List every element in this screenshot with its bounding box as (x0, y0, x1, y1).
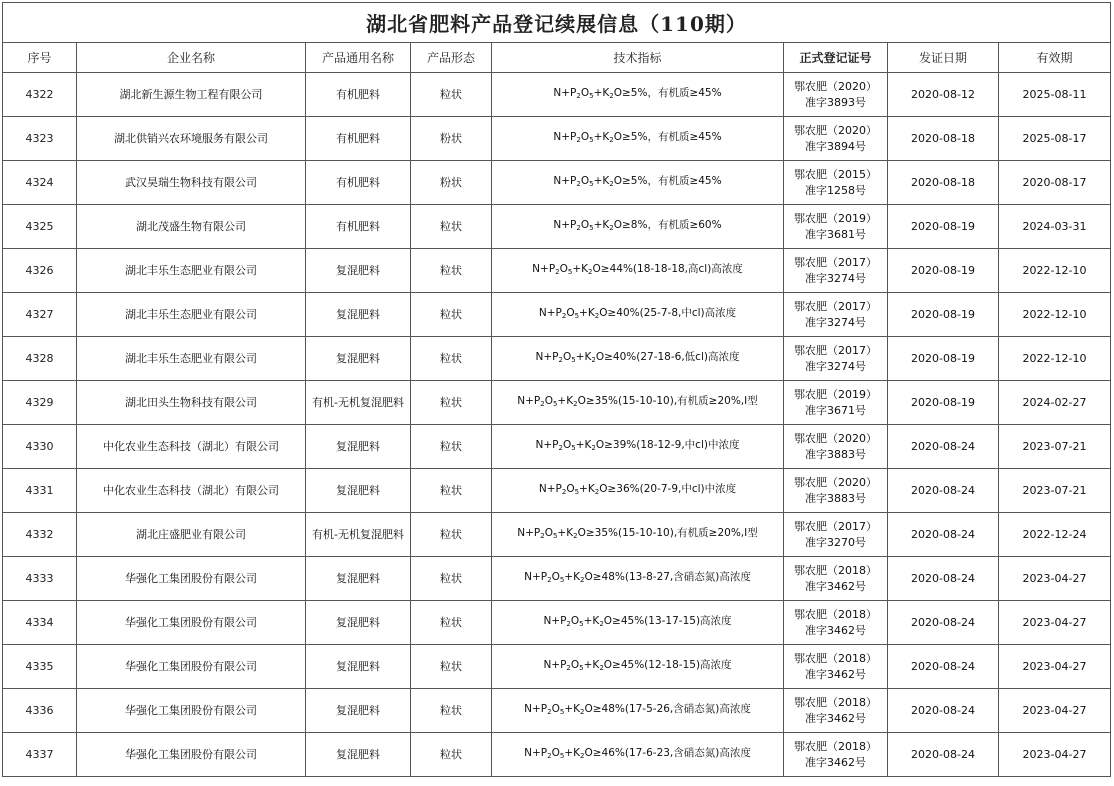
cell-seq: 4335 (3, 645, 77, 689)
cell-reg-no (784, 557, 888, 601)
reg-no-line2: 准字3462号 (805, 711, 866, 725)
cell-issue-date: 2020-08-24 (888, 689, 999, 733)
registration-table (2, 2, 1111, 777)
cell-company: 湖北丰乐生态肥业有限公司 (77, 293, 306, 337)
table-row (3, 733, 1111, 777)
table-row (3, 469, 1111, 513)
cell-form: 粒状 (411, 601, 492, 645)
cell-reg-no (784, 117, 888, 161)
cell-product-name: 有机肥料 (306, 161, 411, 205)
table-row (3, 513, 1111, 557)
npk-formula: $N+P_2O_5+K_2O$ (517, 526, 586, 540)
reg-no-line1: 鄂农肥（2019） (794, 211, 877, 225)
reg-no-line1: 鄂农肥（2018） (794, 563, 877, 577)
cell-issue-date: 2020-08-24 (888, 513, 999, 557)
cell-company: 中化农业生态科技（湖北）有限公司 (77, 425, 306, 469)
cell-form: 粒状 (411, 73, 492, 117)
reg-no-line2: 准字3274号 (805, 315, 866, 329)
cell-reg-no (784, 689, 888, 733)
cell-seq: 4324 (3, 161, 77, 205)
cell-product-name: 复混肥料 (306, 425, 411, 469)
spec-value: ≥46%(17-6-23,含硝态氮)高浓度 (592, 746, 751, 759)
spec-value: ≥40%(27-18-6,低cl)高浓度 (604, 350, 740, 363)
npk-formula: $N+P_2O_5+K_2O$ (517, 394, 586, 408)
spec-value: ≥40%(25-7-8,中cl)高浓度 (607, 306, 737, 319)
cell-form: 粉状 (411, 161, 492, 205)
cell-spec (492, 293, 784, 337)
spec-value: ≥45%(13-17-15)高浓度 (612, 614, 732, 627)
cell-reg-no (784, 425, 888, 469)
cell-spec (492, 117, 784, 161)
reg-no-line1: 鄂农肥（2020） (794, 431, 877, 445)
cell-reg-no (784, 469, 888, 513)
npk-formula: $N+P_2O_5+K_2O$ (538, 482, 608, 496)
reg-no-line1: 鄂农肥（2018） (794, 607, 877, 621)
cell-reg-no (784, 645, 888, 689)
cell-seq: 4331 (3, 469, 77, 513)
npk-formula: $N+P_2O_5+K_2O$ (524, 746, 593, 760)
cell-issue-date: 2020-08-19 (888, 337, 999, 381)
npk-formula: $N+P_2O_5+K_2O$ (535, 350, 605, 364)
cell-product-name: 复混肥料 (306, 645, 411, 689)
cell-company: 中化农业生态科技（湖北）有限公司 (77, 469, 306, 513)
table-row (3, 205, 1111, 249)
reg-no-line1: 鄂农肥（2018） (794, 739, 877, 753)
spec-value: ≥44%(18-18-18,高cl)高浓度 (600, 262, 743, 275)
reg-no-line2: 准字3462号 (805, 579, 866, 593)
cell-valid: 2022-12-10 (999, 293, 1111, 337)
reg-no-line2: 准字3893号 (805, 95, 866, 109)
cell-product-name: 复混肥料 (306, 557, 411, 601)
cell-reg-no (784, 601, 888, 645)
cell-form: 粒状 (411, 381, 492, 425)
cell-issue-date: 2020-08-19 (888, 293, 999, 337)
cell-form: 粒状 (411, 425, 492, 469)
header-issue-date: 发证日期 (888, 43, 999, 73)
npk-formula: $N+P_2O_5+K_2O$ (538, 306, 608, 320)
table-body (3, 73, 1111, 777)
cell-seq: 4322 (3, 73, 77, 117)
cell-reg-no (784, 733, 888, 777)
cell-issue-date: 2020-08-24 (888, 469, 999, 513)
reg-no-line2: 准字3270号 (805, 535, 866, 549)
cell-form: 粒状 (411, 733, 492, 777)
header-spec: 技术指标 (492, 43, 784, 73)
spec-value: ≥5%，有机质≥45% (622, 86, 722, 99)
npk-formula: $N+P_2O_5+K_2O$ (524, 570, 593, 584)
cell-seq: 4327 (3, 293, 77, 337)
cell-reg-no (784, 205, 888, 249)
cell-reg-no (784, 337, 888, 381)
cell-company: 华强化工集团股份有限公司 (77, 601, 306, 645)
cell-spec (492, 513, 784, 557)
cell-issue-date: 2020-08-24 (888, 601, 999, 645)
cell-company: 湖北丰乐生态肥业有限公司 (77, 249, 306, 293)
cell-valid: 2023-04-27 (999, 733, 1111, 777)
cell-product-name: 复混肥料 (306, 689, 411, 733)
cell-valid: 2023-04-27 (999, 601, 1111, 645)
cell-issue-date: 2020-08-19 (888, 205, 999, 249)
registration-sheet (2, 2, 1110, 777)
cell-valid: 2020-08-17 (999, 161, 1111, 205)
table-row (3, 337, 1111, 381)
cell-valid: 2023-07-21 (999, 469, 1111, 513)
cell-valid: 2022-12-10 (999, 337, 1111, 381)
table-row (3, 557, 1111, 601)
npk-formula: $N+P_2O_5+K_2O$ (553, 86, 622, 100)
cell-spec (492, 161, 784, 205)
cell-form: 粒状 (411, 337, 492, 381)
table-row (3, 293, 1111, 337)
reg-no-line2: 准字3883号 (805, 447, 866, 461)
cell-spec (492, 337, 784, 381)
cell-seq: 4337 (3, 733, 77, 777)
cell-valid: 2023-04-27 (999, 557, 1111, 601)
cell-reg-no (784, 381, 888, 425)
table-row (3, 73, 1111, 117)
header-product-name: 产品通用名称 (306, 43, 411, 73)
reg-no-line1: 鄂农肥（2017） (794, 299, 877, 313)
cell-spec (492, 689, 784, 733)
reg-no-line1: 鄂农肥（2020） (794, 79, 877, 93)
reg-no-line2: 准字3681号 (805, 227, 866, 241)
npk-formula: $N+P_2O_5+K_2O$ (553, 174, 622, 188)
cell-seq: 4330 (3, 425, 77, 469)
cell-form: 粒状 (411, 513, 492, 557)
cell-company: 湖北茂盛生物有限公司 (77, 205, 306, 249)
cell-valid: 2022-12-10 (999, 249, 1111, 293)
npk-formula: $N+P_2O_5+K_2O$ (524, 702, 593, 716)
cell-product-name: 复混肥料 (306, 293, 411, 337)
reg-no-line2: 准字3462号 (805, 623, 866, 637)
spec-value: ≥36%(20-7-9,中cl)中浓度 (607, 482, 737, 495)
reg-no-line1: 鄂农肥（2017） (794, 519, 877, 533)
header-form: 产品形态 (411, 43, 492, 73)
npk-formula: $N+P_2O_5+K_2O$ (543, 614, 613, 628)
header-valid: 有效期 (999, 43, 1111, 73)
cell-issue-date: 2020-08-24 (888, 557, 999, 601)
cell-issue-date: 2020-08-19 (888, 249, 999, 293)
cell-seq: 4323 (3, 117, 77, 161)
reg-no-line1: 鄂农肥（2015） (794, 167, 877, 181)
cell-company: 华强化工集团股份有限公司 (77, 733, 306, 777)
cell-seq: 4329 (3, 381, 77, 425)
npk-formula: $N+P_2O_5+K_2O$ (532, 262, 601, 276)
cell-product-name: 复混肥料 (306, 337, 411, 381)
cell-spec (492, 381, 784, 425)
cell-form: 粒状 (411, 293, 492, 337)
table-row (3, 689, 1111, 733)
cell-company: 湖北丰乐生态肥业有限公司 (77, 337, 306, 381)
cell-spec (492, 425, 784, 469)
cell-company: 湖北田头生物科技有限公司 (77, 381, 306, 425)
cell-form: 粒状 (411, 689, 492, 733)
reg-no-line1: 鄂农肥（2018） (794, 695, 877, 709)
header-seq: 序号 (3, 43, 77, 73)
header-company: 企业名称 (77, 43, 306, 73)
cell-product-name: 有机肥料 (306, 205, 411, 249)
cell-product-name: 复混肥料 (306, 469, 411, 513)
cell-valid: 2025-08-11 (999, 73, 1111, 117)
table-row (3, 425, 1111, 469)
cell-form: 粒状 (411, 645, 492, 689)
reg-no-line2: 准字3462号 (805, 755, 866, 769)
cell-product-name: 复混肥料 (306, 601, 411, 645)
cell-valid: 2025-08-17 (999, 117, 1111, 161)
cell-reg-no (784, 73, 888, 117)
table-title: 湖北省肥料产品登记续展信息（110期） (3, 3, 1111, 43)
cell-company: 华强化工集团股份有限公司 (77, 557, 306, 601)
cell-product-name: 有机肥料 (306, 73, 411, 117)
cell-product-name: 复混肥料 (306, 733, 411, 777)
cell-form: 粒状 (411, 249, 492, 293)
cell-seq: 4328 (3, 337, 77, 381)
cell-spec (492, 645, 784, 689)
cell-valid: 2023-04-27 (999, 689, 1111, 733)
cell-valid: 2023-07-21 (999, 425, 1111, 469)
cell-spec (492, 733, 784, 777)
spec-value: ≥35%(15-10-10),有机质≥20%,Ⅰ型 (585, 526, 758, 539)
cell-seq: 4333 (3, 557, 77, 601)
cell-form: 粒状 (411, 469, 492, 513)
cell-spec (492, 249, 784, 293)
spec-value: ≥5%，有机质≥45% (622, 130, 722, 143)
cell-spec (492, 205, 784, 249)
cell-seq: 4332 (3, 513, 77, 557)
reg-no-line2: 准字3894号 (805, 139, 866, 153)
cell-company: 湖北新生源生物工程有限公司 (77, 73, 306, 117)
cell-product-name: 复混肥料 (306, 249, 411, 293)
reg-no-line1: 鄂农肥（2017） (794, 343, 877, 357)
reg-no-line1: 鄂农肥（2019） (794, 387, 877, 401)
cell-product-name: 有机-无机复混肥料 (306, 513, 411, 557)
cell-form: 粒状 (411, 557, 492, 601)
reg-no-line2: 准字3462号 (805, 667, 866, 681)
cell-product-name: 有机肥料 (306, 117, 411, 161)
cell-issue-date: 2020-08-19 (888, 381, 999, 425)
cell-issue-date: 2020-08-18 (888, 117, 999, 161)
cell-spec (492, 73, 784, 117)
header-reg-no: 正式登记证号 (784, 43, 888, 73)
reg-no-line2: 准字3274号 (805, 271, 866, 285)
cell-spec (492, 601, 784, 645)
cell-spec (492, 557, 784, 601)
spec-value: ≥5%，有机质≥45% (622, 174, 722, 187)
cell-valid: 2024-03-31 (999, 205, 1111, 249)
cell-valid: 2024-02-27 (999, 381, 1111, 425)
cell-valid: 2022-12-24 (999, 513, 1111, 557)
cell-form: 粉状 (411, 117, 492, 161)
cell-issue-date: 2020-08-24 (888, 425, 999, 469)
cell-issue-date: 2020-08-18 (888, 161, 999, 205)
cell-company: 华强化工集团股份有限公司 (77, 645, 306, 689)
reg-no-line2: 准字3274号 (805, 359, 866, 373)
cell-issue-date: 2020-08-24 (888, 733, 999, 777)
cell-spec (492, 469, 784, 513)
reg-no-line1: 鄂农肥（2017） (794, 255, 877, 269)
spec-value: ≥8%，有机质≥60% (622, 218, 722, 231)
reg-no-line2: 准字3671号 (805, 403, 866, 417)
spec-value: ≥48%(13-8-27,含硝态氮)高浓度 (592, 570, 751, 583)
spec-value: ≥45%(12-18-15)高浓度 (612, 658, 732, 671)
reg-no-line2: 准字3883号 (805, 491, 866, 505)
reg-no-line1: 鄂农肥（2020） (794, 475, 877, 489)
cell-company: 湖北庄盛肥业有限公司 (77, 513, 306, 557)
cell-reg-no (784, 249, 888, 293)
table-row (3, 117, 1111, 161)
cell-issue-date: 2020-08-24 (888, 645, 999, 689)
npk-formula: $N+P_2O_5+K_2O$ (553, 218, 622, 232)
table-row (3, 249, 1111, 293)
table-row (3, 161, 1111, 205)
table-row (3, 381, 1111, 425)
reg-no-line1: 鄂农肥（2020） (794, 123, 877, 137)
cell-form: 粒状 (411, 205, 492, 249)
cell-seq: 4336 (3, 689, 77, 733)
cell-company: 武汉昊瑞生物科技有限公司 (77, 161, 306, 205)
cell-seq: 4325 (3, 205, 77, 249)
npk-formula: $N+P_2O_5+K_2O$ (535, 438, 605, 452)
spec-value: ≥39%(18-12-9,中cl)中浓度 (604, 438, 740, 451)
cell-company: 华强化工集团股份有限公司 (77, 689, 306, 733)
cell-seq: 4334 (3, 601, 77, 645)
spec-value: ≥35%(15-10-10),有机质≥20%,Ⅰ型 (585, 394, 758, 407)
npk-formula: $N+P_2O_5+K_2O$ (543, 658, 613, 672)
cell-reg-no (784, 161, 888, 205)
cell-issue-date: 2020-08-12 (888, 73, 999, 117)
cell-seq: 4326 (3, 249, 77, 293)
cell-reg-no (784, 513, 888, 557)
table-row (3, 645, 1111, 689)
cell-reg-no (784, 293, 888, 337)
reg-no-line2: 准字1258号 (805, 183, 866, 197)
reg-no-line1: 鄂农肥（2018） (794, 651, 877, 665)
cell-product-name: 有机-无机复混肥料 (306, 381, 411, 425)
cell-company: 湖北供销兴农环境服务有限公司 (77, 117, 306, 161)
table-row (3, 601, 1111, 645)
npk-formula: $N+P_2O_5+K_2O$ (553, 130, 622, 144)
spec-value: ≥48%(17-5-26,含硝态氮)高浓度 (592, 702, 751, 715)
cell-valid: 2023-04-27 (999, 645, 1111, 689)
